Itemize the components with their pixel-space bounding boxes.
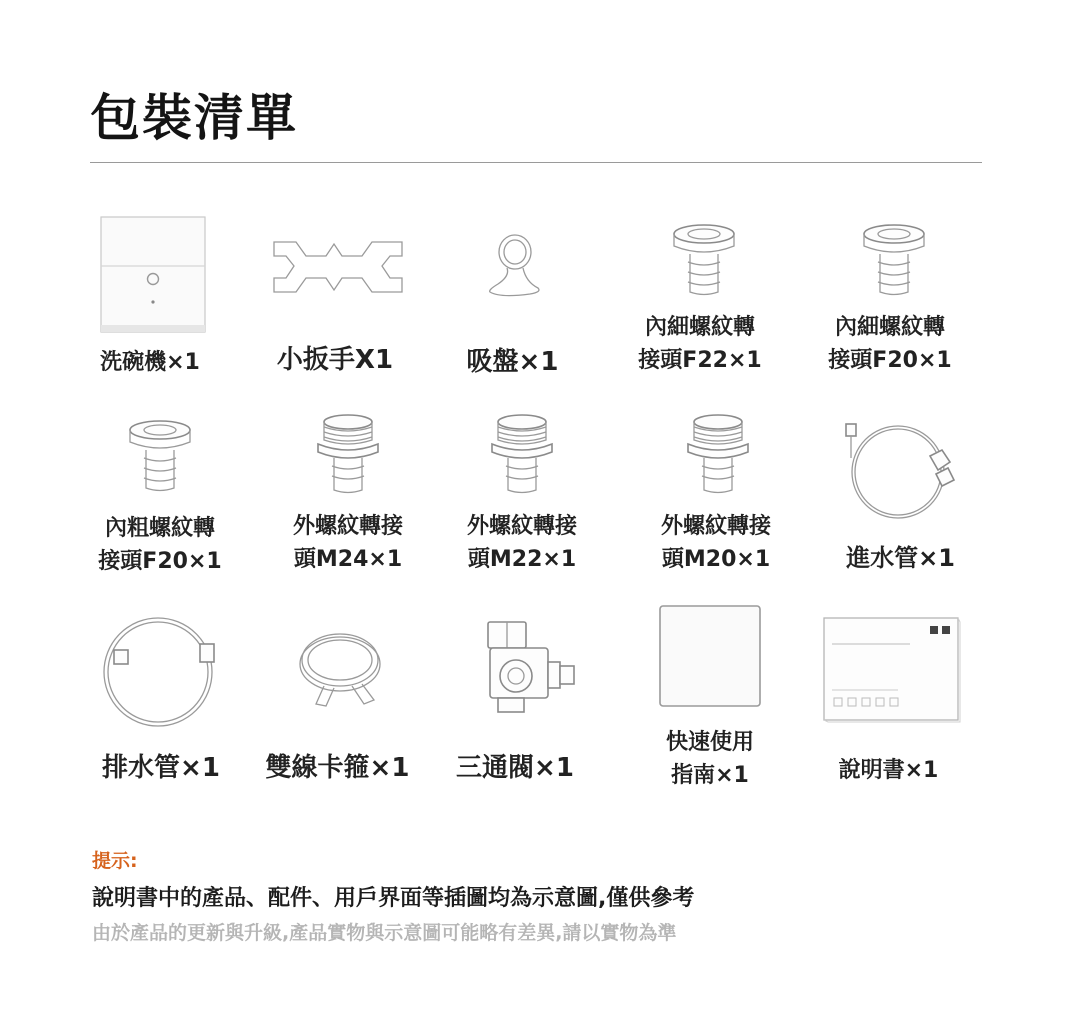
item-label-wrench: 小扳手X1 — [276, 345, 394, 375]
page-title: 包裝清單 — [90, 89, 298, 147]
adapter-icon — [128, 420, 192, 492]
item-label-tee-valve: 三通閥×1 — [456, 753, 574, 783]
wrench-icon — [268, 236, 408, 298]
quick-guide-icon — [658, 604, 764, 710]
item-label-quick-guide: 快速使用 指南×1 — [665, 730, 754, 788]
threaded-adapter-icon — [316, 414, 380, 494]
item-label-adapter-f20-coarse: 內粗螺紋轉 接頭F20×1 — [98, 516, 222, 574]
manual-icon — [822, 616, 962, 724]
item-label-manual: 說明書×1 — [838, 758, 939, 783]
notes-title: 提示: — [92, 850, 138, 872]
suction-cup-icon — [480, 232, 550, 298]
item-label-threaded-m22: 外螺紋轉接 頭M22×1 — [466, 514, 577, 572]
title-divider — [90, 162, 982, 163]
item-label-drain-hose: 排水管×1 — [102, 753, 220, 783]
item-label-dishwasher: 洗碗機×1 — [100, 350, 200, 375]
drain-hose-icon — [96, 614, 226, 732]
dishwasher-icon — [100, 216, 206, 334]
notes-disclaimer: 說明書中的產品、配件、用戶界面等插圖均為示意圖,僅供參考 — [92, 886, 695, 911]
threaded-adapter-icon — [686, 414, 750, 494]
item-label-adapter-f22: 內細螺紋轉 接頭F22×1 — [638, 315, 762, 373]
tee-valve-icon — [482, 618, 578, 718]
item-label-hose-clamp: 雙線卡箍×1 — [265, 753, 410, 783]
inlet-hose-icon — [840, 418, 956, 522]
adapter-icon — [862, 224, 926, 296]
threaded-adapter-icon — [490, 414, 554, 494]
item-label-suction-cup: 吸盤×1 — [466, 347, 559, 377]
item-label-inlet-hose: 進水管×1 — [846, 544, 955, 572]
adapter-icon — [672, 224, 736, 296]
notes-update-notice: 由於產品的更新與升級,產品實物與示意圖可能略有差異,請以實物為準 — [92, 922, 677, 944]
item-label-threaded-m20: 外螺紋轉接 頭M20×1 — [660, 514, 771, 572]
item-label-adapter-f20-fine: 內細螺紋轉 接頭F20×1 — [828, 315, 952, 373]
item-label-threaded-m24: 外螺紋轉接 頭M24×1 — [292, 514, 403, 572]
notes-section — [92, 846, 694, 945]
hose-clamp-icon — [294, 624, 386, 710]
